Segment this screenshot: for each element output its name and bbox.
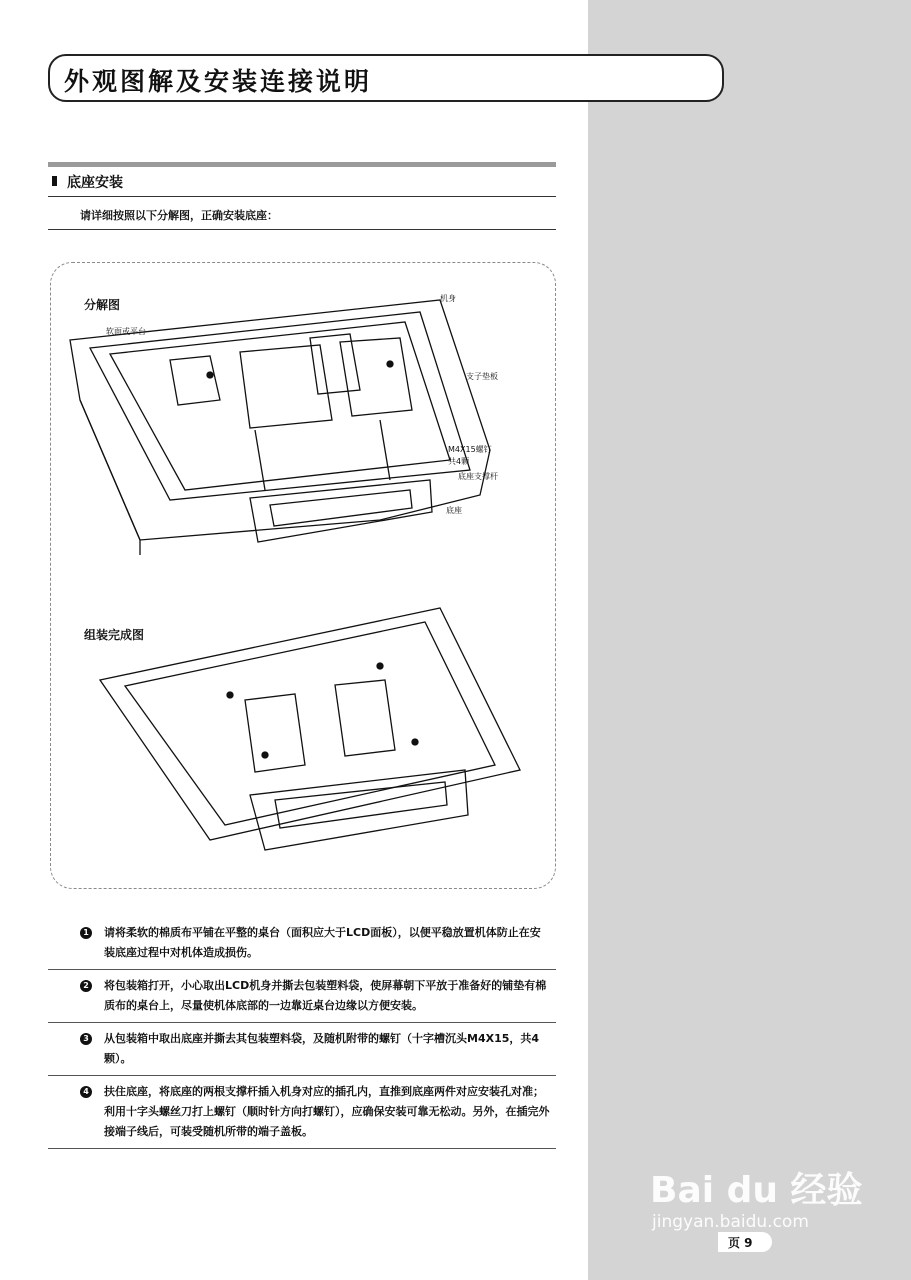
step-number-icon: 2: [80, 980, 92, 992]
tv-body-outline: [90, 312, 470, 500]
step-number-icon: 1: [80, 927, 92, 939]
baidu-logo: Bai du 经验: [650, 1170, 863, 1211]
step-text: 从包装箱中取出底座并撕去其包装塑料袋，及随机附带的螺钉（十字槽沉头M4X15，共4颗）。: [104, 1032, 540, 1065]
page-title: 外观图解及安装连接说明: [64, 67, 373, 96]
assembled-view-label: 组装完成图: [84, 628, 145, 642]
step-item: [48, 1023, 556, 1076]
watermark-url: jingyan.baidu.com: [652, 1212, 809, 1232]
section-bullet-icon: [52, 176, 57, 186]
exploded-view-label: 分解图: [84, 298, 121, 312]
support-plate-right: [340, 338, 412, 416]
step-text: 将包装箱打开，小心取出LCD机身并撕去包装塑料袋，使屏幕朝下平放于准备好的铺垫有棉质布的桌台上，尽量使机体底部的一边靠近桌台边缘以方便安装。: [104, 979, 547, 1012]
title-banner: [48, 54, 724, 102]
page-number-tab: [718, 1232, 772, 1252]
assembled-diagram: [90, 600, 530, 870]
callout-base: 底座: [446, 506, 462, 515]
step-number-icon: 3: [80, 1033, 92, 1045]
step-item: [48, 1076, 556, 1149]
callout-bracket: 底座支撑杆: [458, 472, 498, 481]
section-divider: [48, 162, 556, 167]
rule: [48, 229, 556, 230]
step-text: 请将柔软的棉质布平铺在平整的桌台（面积应大于LCD面板），以便平稳放置机体防止在安装底座过程中对机体造成损伤。: [104, 926, 541, 959]
steps-list: [48, 917, 556, 1149]
section-intro: 请详细按照以下分解图，正确安装底座：: [80, 209, 278, 222]
step-item: [48, 970, 556, 1023]
section-title: 底座安装: [67, 175, 123, 191]
callout-soft-surface: 软面或平台: [106, 327, 146, 336]
callout-screws-count: 共4颗: [448, 457, 470, 466]
support-plate-left: [240, 345, 332, 428]
section-heading: [52, 172, 123, 192]
page-number: 页 9: [728, 1236, 753, 1250]
exploded-diagram: [60, 280, 550, 580]
callout-screws: M4X15螺钉: [448, 445, 492, 454]
step-number-icon: 4: [80, 1086, 92, 1098]
assembled-base: [250, 770, 468, 850]
rule: [48, 196, 556, 197]
side-panel: [588, 0, 911, 1280]
callout-support-plate: 支子垫板: [466, 372, 498, 381]
assembled-tv-outline: [100, 608, 520, 840]
step-item: [48, 917, 556, 970]
step-text: 扶住底座，将底座的两根支撑杆插入机身对应的插孔内，直推到底座两件对应安装孔对准；利用十字头螺丝刀打上螺钉（顺时针方向打螺钉），应确保安装可靠无松动。另外，在插完外接端子线后，可装受随机所带的端子盖板。: [104, 1085, 550, 1138]
callout-body: 机身: [440, 294, 456, 303]
